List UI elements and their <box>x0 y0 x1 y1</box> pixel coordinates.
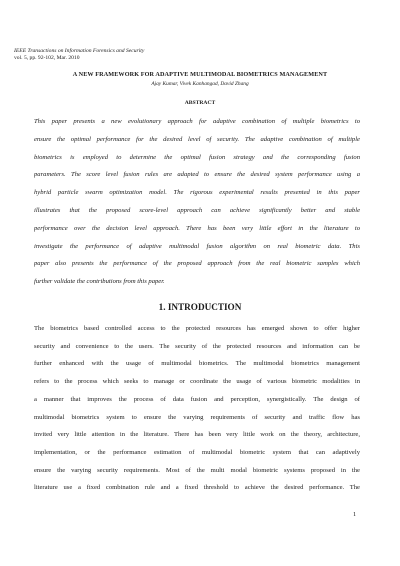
body-line: literature use a fixed combination rule and a fixed threshold to achieve the desired performance. The <box>34 484 360 492</box>
body-line: a manner that improves the process of data fusion and perception, synergistically. The design of <box>34 395 360 403</box>
abstract-line: This paper presents a new evolutionary approach for adaptive combination of multiple biometrics to <box>34 118 360 125</box>
body-line: implementation, or the performance estimation of multimodal biometric system that can adaptively <box>34 448 360 456</box>
journal-volume: vol. 5, pp. 92-102, Mar. 2010 <box>14 55 80 61</box>
abstract-line: performance over the decision level approach. There has been very little effort in the literature to <box>34 224 360 232</box>
page-number: 1 <box>353 511 357 518</box>
body-line: security and convenience to the users. The security of the protected resources and information can be <box>34 342 360 350</box>
body-line: invited very little attention in the literature. There has been very little work on the theory, architecture, <box>34 431 360 439</box>
journal-citation <box>14 48 144 62</box>
body-line: refers to the process which seeks to manage or coordinate the usage of various biometric modalities in <box>34 378 360 386</box>
abstract-line: biometrics is employed to determine the optimal fusion strategy and the corresponding fusion <box>34 153 360 161</box>
body-line: further enhanced with the usage of multimodal biometrics. The multimodal biometrics management <box>34 360 360 368</box>
paper-authors: Ajay Kumar, Vivek Kanhangad, David Zhang <box>151 81 249 87</box>
journal-name: IEEE Transactions on Information Forensics and Security <box>14 48 145 54</box>
abstract-line: paper also presents the performance of the proposed approach from the real biometric samples which <box>34 260 360 268</box>
abstract-line: investigate the performance of adaptive multimodal fusion algorithm on real biometric data. This <box>34 242 360 250</box>
abstract-heading: ABSTRACT <box>184 100 216 106</box>
introduction-heading: 1. INTRODUCTION <box>158 302 242 312</box>
abstract-body <box>34 113 360 291</box>
paper-title: A NEW FRAMEWORK FOR ADAPTIVE MULTIMODAL BIOMETRICS MANAGEMENT <box>72 71 328 78</box>
body-line: ensure the varying security requirements. Most of the multi modal biometric systems proposed in the <box>34 466 360 474</box>
abstract-line: further validate the contributions from this paper. <box>34 278 165 286</box>
introduction-body <box>34 320 360 497</box>
abstract-line: hybrid particle swarm optimization model. The rigorous experimental results presented in this paper <box>34 189 360 197</box>
abstract-line: parameters. The score level fusion rules are adapted to ensure the desired system performance using a <box>34 171 360 179</box>
abstract-line: ensure the optimal performance for the desired level of security. The adaptive combination of multiple <box>34 135 360 143</box>
body-line: The biometrics based controlled access to the protected resources has emerged shown to offer higher <box>34 325 360 332</box>
body-line: multimodal biometrics system to ensure the varying requirements of security and traffic flow has <box>34 413 360 421</box>
abstract-line: illustrates that the proposed score-level approach can achieve significantly better and stable <box>34 206 360 214</box>
